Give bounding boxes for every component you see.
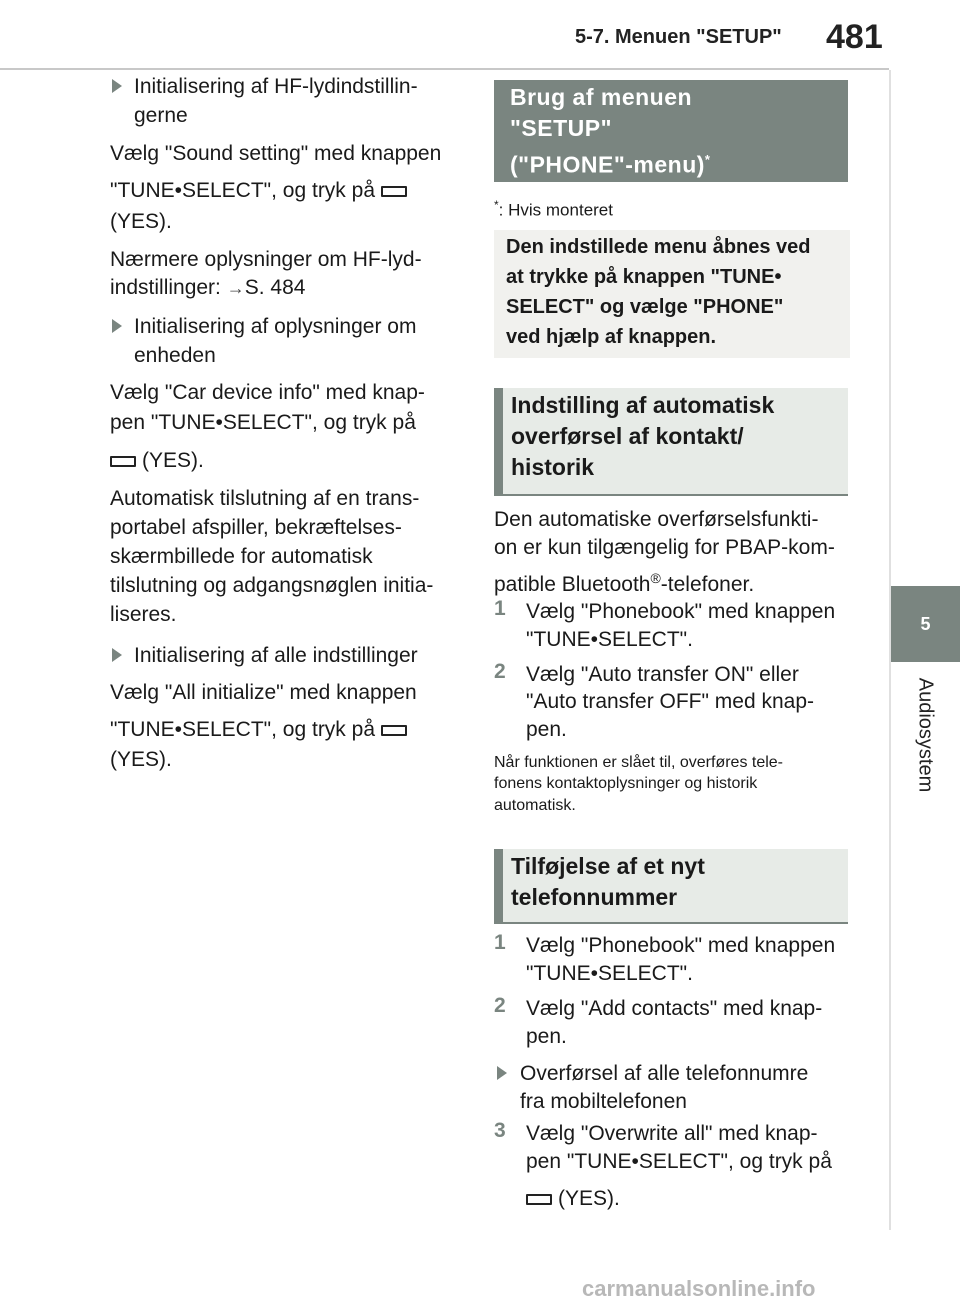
paragraph-line: patible Bluetooth®-telefoner.	[494, 570, 755, 596]
bullet-triangle-icon	[112, 648, 122, 662]
paragraph-line: (YES).	[110, 210, 172, 233]
chapter-tab-number: 5	[891, 586, 960, 662]
button-icon	[381, 725, 407, 736]
step-text: Vælg "Phonebook" med knappen	[526, 934, 836, 957]
step-text: "TUNE•SELECT".	[526, 962, 693, 985]
paragraph-line: indstillinger: →S. 484	[110, 276, 306, 299]
paragraph-line: pen "TUNE•SELECT", og tryk på	[110, 411, 416, 434]
paragraph-line: (YES).	[110, 446, 204, 475]
step-text: pen.	[526, 1025, 567, 1048]
paragraph-line: Vælg "All initialize" med knappen	[110, 681, 417, 704]
info-line: Den indstillede menu åbnes ved	[506, 236, 811, 258]
step-number: 3	[494, 1119, 506, 1142]
step-text: Vælg "Auto transfer ON" eller	[526, 663, 799, 686]
step-number: 1	[494, 597, 506, 620]
paragraph-line: "TUNE•SELECT", og tryk på	[110, 715, 413, 744]
chapter-tab-label: Audiosystem	[914, 677, 937, 793]
paragraph-line: Automatisk tilslutning af en trans-	[110, 487, 420, 510]
button-icon	[110, 456, 136, 467]
paragraph-line: Den automatiske overførselsfunkti-	[494, 508, 819, 531]
step-text: "Auto transfer OFF" med knap-	[526, 690, 815, 713]
paragraph-line: liseres.	[110, 603, 177, 626]
bullet-heading: Initialisering af alle indstillinger	[134, 644, 418, 667]
reference-arrow-icon: →	[226, 278, 245, 298]
subsection-heading-box	[494, 849, 848, 924]
page-number: 481	[826, 18, 883, 56]
info-line: ved hjælp af knappen.	[506, 326, 717, 348]
bullet-triangle-icon	[497, 1066, 507, 1080]
section-heading: Brug af menuen "SETUP" ("PHONE"-menu)*	[510, 84, 711, 178]
small-note-line: Når funktionen er slået til, overføres tele-	[494, 754, 784, 771]
paragraph-line: portabel afspiller, bekræftelses-	[110, 516, 402, 539]
bullet-heading-cont: fra mobiltelefonen	[520, 1090, 687, 1113]
small-note-line: automatisk.	[494, 797, 576, 814]
info-line: SELECT" og vælge "PHONE"	[506, 296, 784, 318]
paragraph-line: Nærmere oplysninger om HF-lyd-	[110, 248, 422, 271]
watermark: carmanualsonline.info	[582, 1276, 816, 1301]
paragraph-line: on er kun tilgængelig for PBAP-kom-	[494, 536, 835, 559]
bullet-heading-cont: enheden	[134, 344, 216, 367]
header-rule	[0, 68, 889, 70]
small-note-line: fonens kontaktoplysninger og historik	[494, 775, 758, 792]
info-line: at trykke på knappen "TUNE•	[506, 266, 782, 288]
button-icon	[526, 1194, 552, 1205]
paragraph-line: tilslutning og adgangsnøglen initia-	[110, 574, 434, 597]
section-heading-box	[494, 80, 848, 182]
step-text: Vælg "Phonebook" med knappen	[526, 600, 836, 623]
paragraph-line: Vælg "Car device info" med knap-	[110, 381, 425, 404]
bullet-heading: Overførsel af alle telefonnumre	[520, 1062, 809, 1085]
section-title: 5-7. Menuen "SETUP"	[575, 26, 782, 48]
bullet-triangle-icon	[112, 319, 122, 333]
bullet-triangle-icon	[112, 79, 122, 93]
paragraph-line: (YES).	[110, 748, 172, 771]
step-text: pen.	[526, 718, 567, 741]
paragraph-line: Vælg "Sound setting" med knappen	[110, 142, 442, 165]
step-number: 1	[494, 931, 506, 954]
paragraph-line: "TUNE•SELECT", og tryk på	[110, 176, 413, 205]
subsection-heading: Indstilling af automatisk overførsel af kontakt/ historik	[511, 392, 775, 480]
paragraph-line: skærmbillede for automatisk	[110, 545, 373, 568]
step-text: (YES).	[526, 1184, 620, 1213]
subsection-heading-box	[494, 388, 848, 496]
info-box	[494, 230, 850, 358]
bullet-heading: Initialisering af oplysninger om	[134, 315, 417, 338]
footnote: *: Hvis monteret	[494, 198, 613, 220]
step-number: 2	[494, 994, 506, 1017]
step-text: "TUNE•SELECT".	[526, 628, 693, 651]
bullet-heading-cont: gerne	[134, 104, 188, 127]
step-number: 2	[494, 660, 506, 683]
step-text: Vælg "Overwrite all" med knap-	[526, 1122, 818, 1145]
button-icon	[381, 186, 407, 197]
subsection-heading: Tilføjelse af et nyt telefonnummer	[511, 853, 705, 910]
step-text: Vælg "Add contacts" med knap-	[526, 997, 823, 1020]
bullet-heading: Initialisering af HF-lydindstillin-	[134, 75, 418, 98]
step-text: pen "TUNE•SELECT", og tryk på	[526, 1150, 832, 1173]
page-reference-link[interactable]: S. 484	[244, 276, 306, 299]
